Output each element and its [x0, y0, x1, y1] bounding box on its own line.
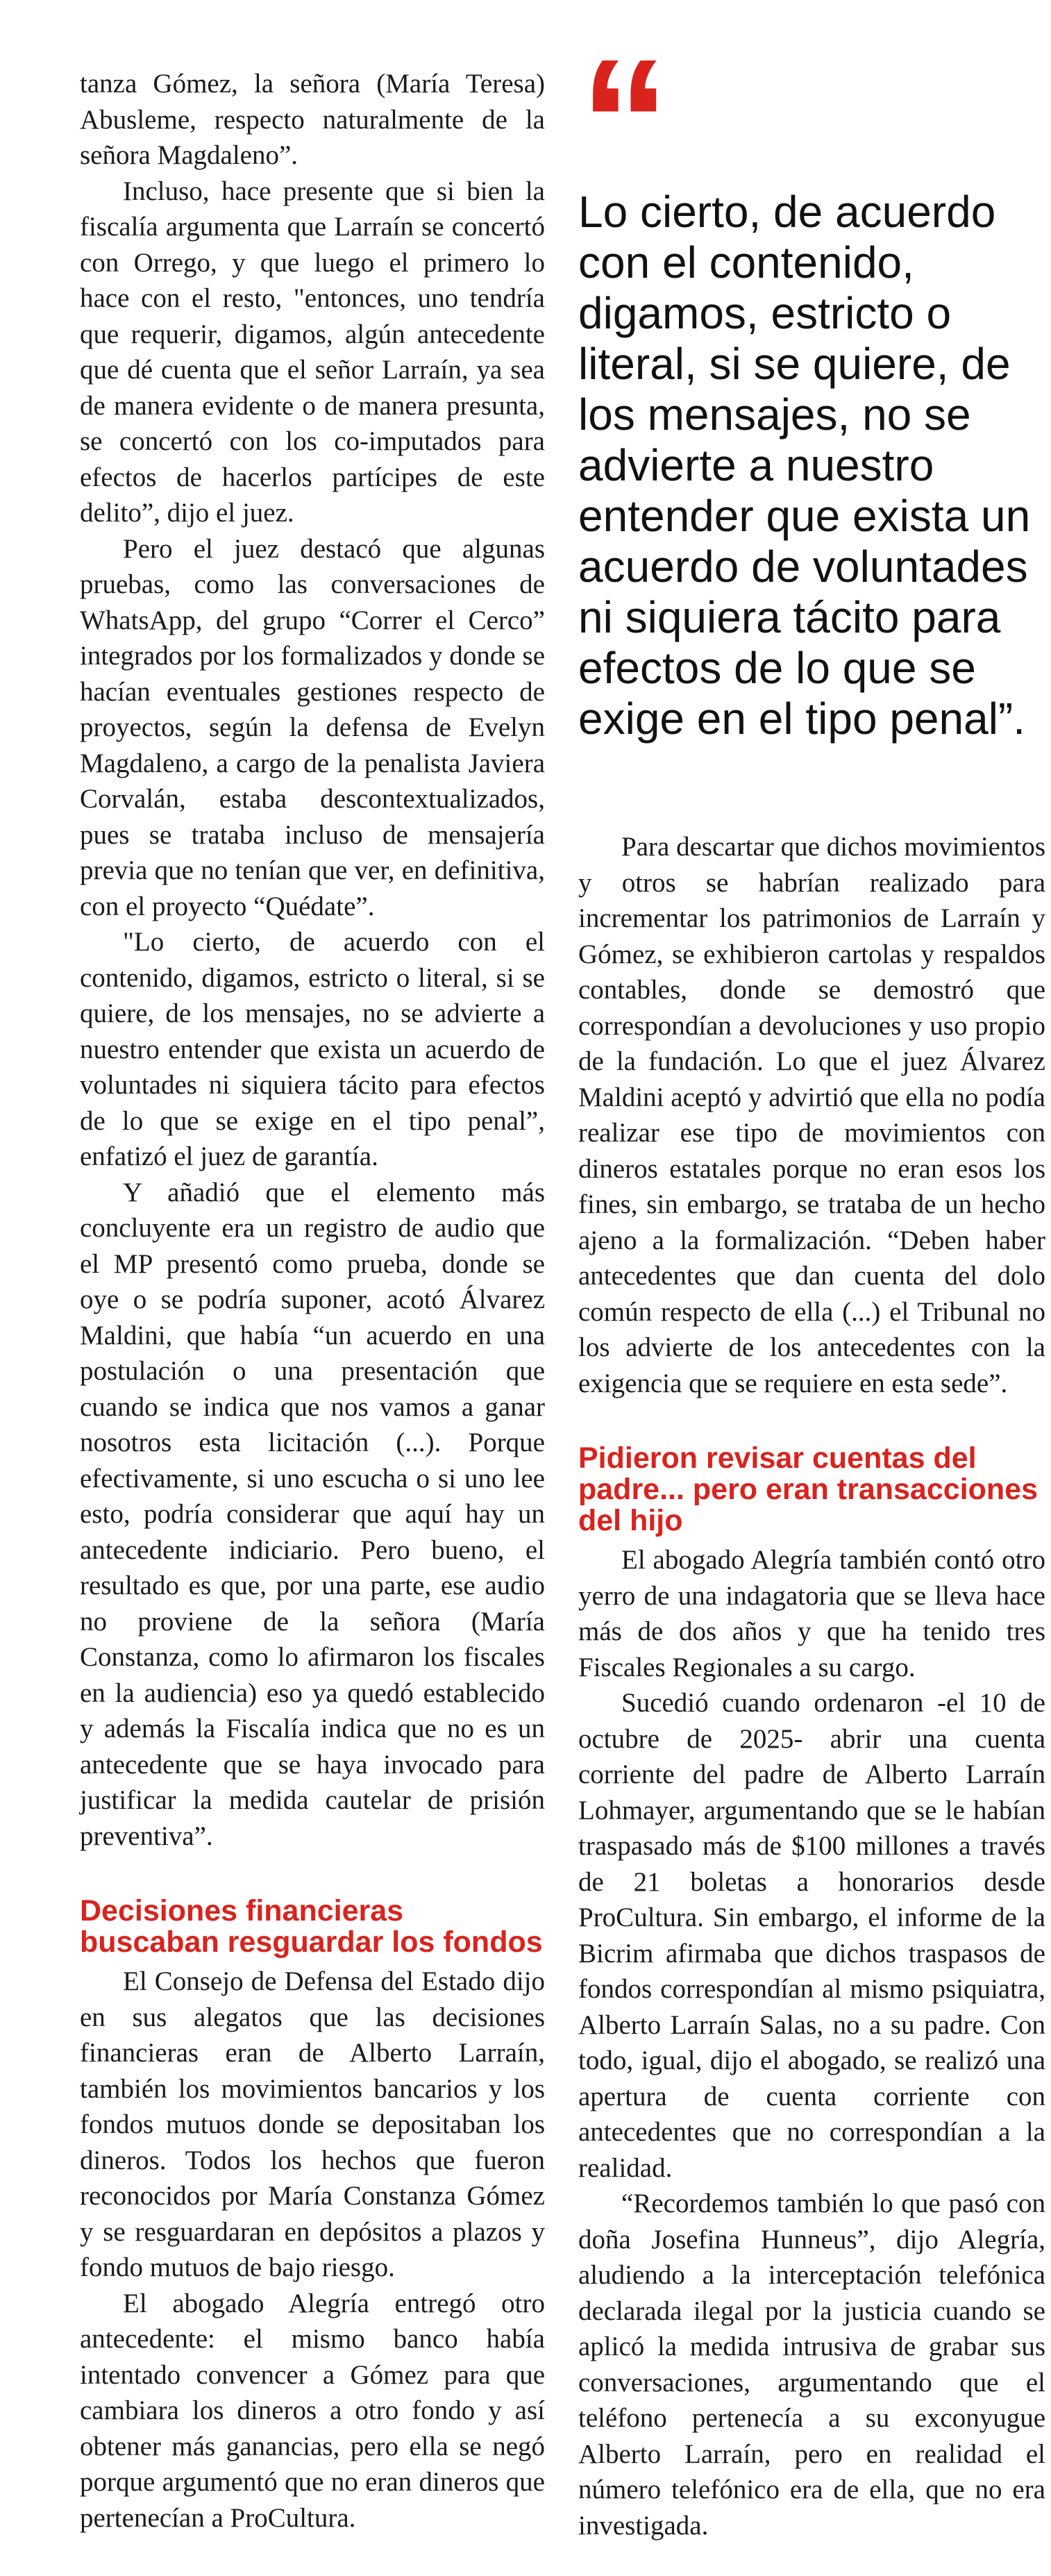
spacer	[578, 744, 1045, 829]
subheading-financial-decisions: Decisiones financieras buscaban resguardar los fondos	[80, 1894, 543, 1959]
right-body	[578, 829, 1045, 2543]
right-paragraph-4: “Recordemos también lo que pasó con doña Josefina Hunneus”, dijo Alegría, aludiendo a la interceptación telefónica declarada ilegal por la justicia cuando se aplicó la medida intrusiva de grabar sus conversaciones, argumentando que el teléfono pertenecía a su exconyugue Alberto Larraín, pero en realidad el número telefónico era de ella, que no era investigada.	[578, 2189, 1045, 2541]
left-paragraph-6: El Consejo de Defensa del Estado dijo en sus alegatos que las decisiones financieras eran de Alberto Larraín, también los movimientos bancarios y los fondos mutuos donde se depositaban los dineros. Todos los hechos que fueron reconocidos por María Constanza Gómez y se resguardaran en depósitos a plazos y fondo mutuos de bajo riesgo.	[80, 1966, 545, 2282]
left-paragraph-2: Incluso, hace presente que si bien la fiscalía argumenta que Larraín se concertó con Orrego, y que luego el primero lo hace con el resto, "entonces, uno tendría que requerir, digamos, algún antecedente que dé cuenta que el señor Larraín, ya sea de manera evidente o de manera presunta, se concertó con los co-imputados para efectos de hacerlos partícipes de este delito”, dijo el juez.	[80, 176, 545, 528]
left-paragraph-1: tanza Gómez, la señora (María Teresa) Abusleme, respecto naturalmente de la señora Magdaleno”.	[80, 69, 545, 170]
right-paragraph-1: Para descartar que dichos movimientos y otros se habrían realizado para incrementar los patrimonios de Larraín y Gómez, se exhibieron cartolas y respaldos contables, donde se demostró que correspondían a devoluciones y uso propio de la fundación. Lo que el juez Álvarez Maldini aceptó y advirtió que ella no podía realizar ese tipo de movimientos con dineros estatales porque no eran esos los fines, sin embargo, se trataba de un hecho ajeno a la formalización. “Deben haber antecedentes que dan cuenta del dolo común respecto de ella (...) el Tribunal no los advierte de los antecedentes con la exigencia que se requiere en esta sede”.	[578, 832, 1045, 1398]
left-paragraph-4: "Lo cierto, de acuerdo con el contenido, digamos, estricto o literal, si se quiere, de los mensajes, no se advierte a nuestro entender que exista un acuerdo de voluntades ni siquiera tácito para efectos de lo que se exige en el tipo penal”, enfatizó el juez de garantía.	[80, 927, 545, 1171]
left-paragraph-7: El abogado Alegría entregó otro antecedente: el mismo banco había intentado convencer a Gómez para que cambiara los dineros a otro fondo y así obtener más ganancias, pero ella se negó porque argumentó que no eran dineros que pertenecían a ProCultura.	[80, 2288, 545, 2533]
subheading-father-accounts: Pidieron revisar cuentas del padre... pero eran transacciones del hijo	[578, 1441, 1038, 1537]
right-column	[578, 22, 1045, 2543]
left-paragraph-5: Y añadió que el elemento más concluyente era un registro de audio que el MP presentó como prueba, donde se oye o se podría suponer, acotó Álvarez Maldini, que había “un acuerdo en una postulación o una presentación que cuando se indica que nos vamos a ganar nosotros esta licitación (...). Porque efectivamente, si uno escucha o si uno lee esto, podría considerar que aquí hay un antecedente indiciario. Pero bueno, el resultado es que, por una parte, ese audio no proviene de la señora (María Constanza, como lo afirmaron los fiscales en la audiencia) eso ya quedó establecido y además la Fiscalía indica que no es un antecedente que se haya invocado para justificar la medida cautelar de prisión preventiva”.	[80, 1177, 545, 1851]
left-column	[80, 66, 545, 2536]
right-paragraph-2: El abogado Alegría también contó otro yerro de una indagatoria que se lleva hace más de dos años y que ha tenido tres Fiscales Regionales a su cargo.	[578, 1545, 1045, 1682]
left-paragraph-3: Pero el juez destacó que algunas pruebas, como las conversaciones de WhatsApp, del grupo “Correr el Cerco” integrados por los formalizados y donde se hacían eventuales gestiones respecto de proyectos, según la defensa de Evelyn Magdaleno, a cargo de la penalista Javiera Corvalán, estaba descontextualizados, pues se trataba incluso de mensajería previa que no tenían que ver, en definitiva, con el proyecto “Quédate”.	[80, 533, 545, 921]
quote-mark-icon: “	[580, 22, 667, 224]
pull-quote: Lo cierto, de acuerdo con el contenido, digamos, estricto o literal, si se quiere, de los mensajes, no se advierte a nuestro entender que exista un acuerdo de voluntades ni siquiera tácito para efectos de lo que se exige en el tipo penal”.	[578, 187, 1031, 744]
right-paragraph-3: Sucedió cuando ordenaron -el 10 de octubre de 2025- abrir una cuenta corriente del padre de Alberto Larraín Lohmayer, argumentando que se le habían traspasado más de $100 millones a través de 21 boletas a honorarios desde ProCultura. Sin embargo, el informe de la Bicrim afirmaba que dichos traspasos de fondos correspondían al mismo psiquiatra, Alberto Larraín Salas, no a su padre. Con todo, igual, dijo el abogado, se realizó una apertura de cuenta corriente con antecedentes que no correspondían a la realidad.	[578, 1688, 1045, 2183]
